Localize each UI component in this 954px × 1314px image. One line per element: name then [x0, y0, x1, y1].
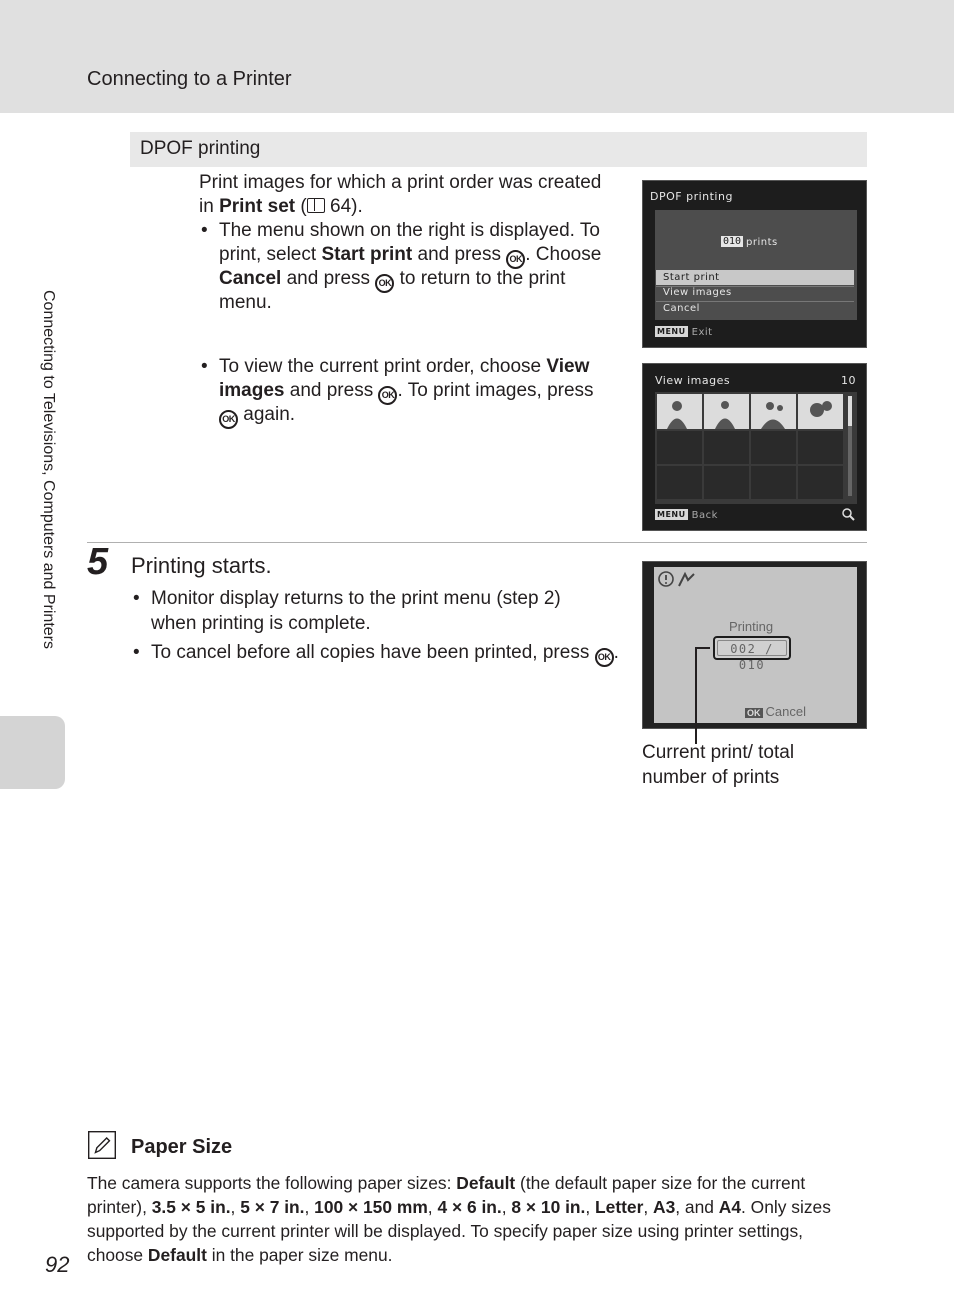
note-body: The camera supports the following paper sizes: Default (the default paper size for the current printer), 3.5 × 5 in., 5 × 7 in., 100 × 150 mm, 4 × 6 in., 8 × 10 in., Letter, A3, and A4. Only sizes supported by the current printer will be displayed. To specify paper size using printer settings, choose Default in the paper size menu.: [87, 1173, 831, 1265]
bullet2-line-1: To view the current print order, choose View: [219, 356, 590, 377]
camera-screen-view-images: [642, 363, 867, 531]
intro-line-2: in Print set ( 64).: [199, 196, 363, 217]
camera-screen-dpof-menu: [642, 180, 867, 348]
header-title: Connecting to a Printer: [87, 68, 292, 90]
note-title: Paper Size: [131, 1136, 233, 1158]
print-count-label: prints: [746, 237, 778, 248]
step-bullet2: To cancel before all copies have been printed, press OK .: [151, 641, 619, 667]
bullet-dot: •: [201, 356, 208, 377]
zoom-icon: [841, 507, 855, 521]
ok-button-icon: OK: [378, 386, 397, 405]
bullet-dot: •: [201, 220, 208, 241]
note-pencil-icon: [88, 1131, 116, 1159]
menu-button-icon: MENU: [657, 510, 686, 519]
ok-button-icon: OK: [506, 250, 525, 269]
print-counter-box: [713, 636, 791, 672]
section-title: DPOF printing: [140, 138, 261, 159]
book-reference-icon: [307, 198, 325, 213]
screen-footer: MENU Back: [657, 510, 718, 521]
step-number: 5: [87, 541, 109, 583]
camera-screen-printing: [642, 561, 867, 729]
callout-caption: [642, 740, 794, 790]
screen-title: View images: [655, 374, 731, 387]
page-number: 92: [45, 1252, 70, 1277]
menu-item-cancel: Cancel: [663, 303, 700, 314]
caption-line-1: Current print/ total: [642, 742, 795, 763]
step-bullet1-line-2: when printing is complete.: [151, 613, 371, 634]
scrollbar-thumb: [848, 396, 852, 426]
intro-line-1: Print images for which a print order was created: [199, 172, 602, 193]
image-count: 10: [841, 374, 856, 387]
bullet2-line-3: OK again.: [219, 403, 295, 429]
print-counter: 002 / 010: [717, 640, 787, 656]
bullet-dot: •: [133, 642, 140, 663]
ok-button-icon: OK: [219, 410, 238, 429]
bullet-dot: •: [133, 588, 140, 609]
menu-item-start-print: Start print: [663, 272, 720, 283]
menu-item-view-images: View images: [663, 287, 732, 298]
side-chapter-label: Connecting to Televisions, Computers and Printers: [40, 290, 57, 649]
print-count: 010: [723, 236, 742, 247]
bullet1-line-3: Cancel and press OK to return to the print: [219, 267, 565, 293]
ok-button-icon: OK: [375, 274, 394, 293]
printing-status: Printing: [729, 619, 774, 634]
section-bar: [130, 132, 867, 167]
bullet1-line-1: The menu shown on the right is displayed. To: [219, 220, 600, 241]
caption-line-2: number of prints: [642, 767, 780, 788]
print-status-icon: [657, 570, 701, 590]
thumbnail-grid: [655, 392, 857, 504]
menu-divider: [656, 301, 854, 302]
screen-title: DPOF printing: [650, 190, 733, 203]
bullet1-line-4: menu.: [219, 292, 272, 313]
cancel-hint: OK Cancel: [747, 704, 806, 719]
side-tab: [0, 716, 65, 789]
bullet1-line-2: print, select Start print and press OK . Choose: [219, 243, 601, 269]
bullet2-line-2: images and press OK . To print images, press: [219, 379, 594, 405]
step-bullet1-line-1: Monitor display returns to the print menu (step 2): [151, 588, 561, 609]
menu-button-icon: MENU: [657, 327, 686, 336]
section-divider: [87, 542, 867, 543]
screen-footer: MENU Exit: [657, 327, 713, 338]
callout-line: [690, 640, 710, 744]
ok-button-icon: OK: [595, 648, 614, 667]
page-header: [0, 0, 954, 113]
ok-button-icon: OK: [747, 708, 761, 718]
step-title: Printing starts.: [131, 553, 272, 578]
